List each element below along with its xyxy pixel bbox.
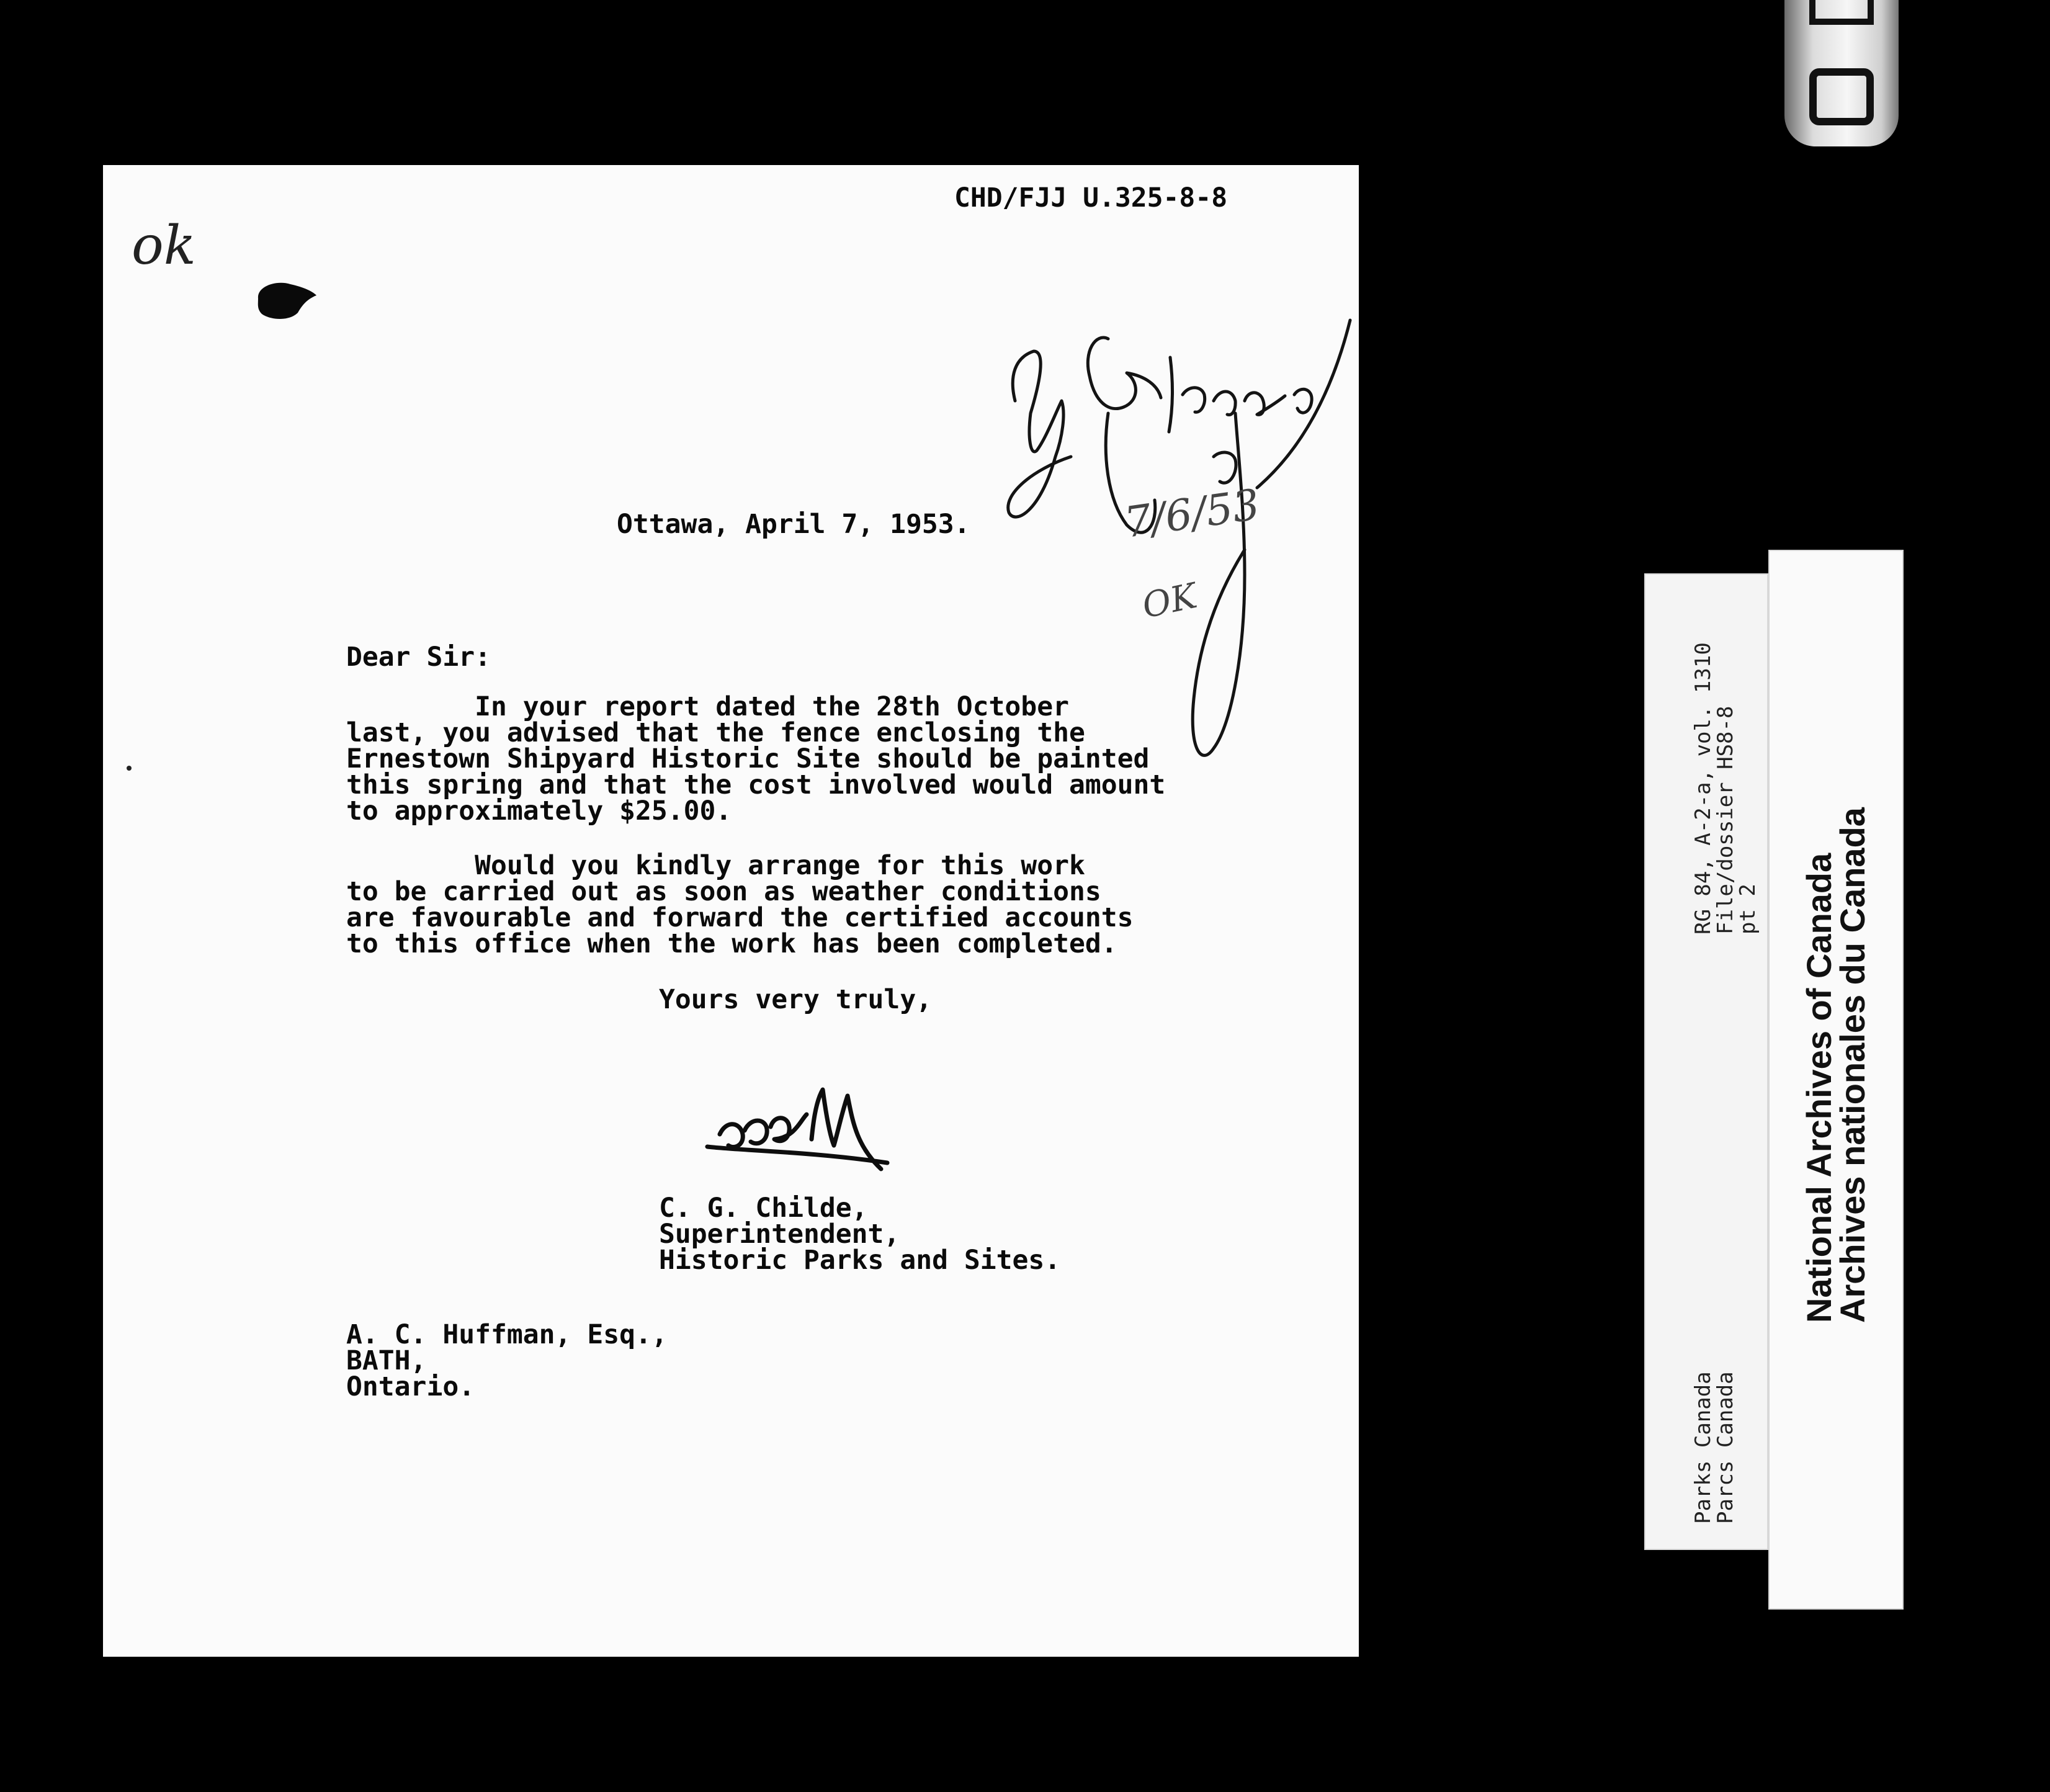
body-paragraph: In your report dated the 28th October last, you advised that the fence enclosing the Ernestown Shipyard Historic Site should be painted this spring and that the cost involved would amount to approximately $25.00. xyxy=(346,691,1166,827)
signatory-title: Superintendent, xyxy=(659,1219,900,1250)
department-name-en: Parks Canada xyxy=(1691,1371,1716,1524)
signatory-office: Historic Parks and Sites. xyxy=(659,1245,1061,1276)
archive-reference-strip xyxy=(1644,573,1768,1550)
signatory-block xyxy=(659,1193,1061,1276)
handwritten-date-note: 7/6/53 xyxy=(1121,480,1263,548)
handwritten-margin-note: ok xyxy=(132,215,196,277)
ink-blot-mark xyxy=(252,277,320,326)
file-dossier-reference: File/dossier HS8-8 xyxy=(1713,706,1738,934)
department-name-fr: Parcs Canada xyxy=(1713,1371,1738,1524)
archive-institution-strip xyxy=(1768,550,1904,1610)
letter-page xyxy=(103,165,1359,1657)
file-reference-code: CHD/FJJ U.325-8-8 xyxy=(954,182,1228,213)
body-paragraph: Would you kindly arrange for this work to be carried out as soon as weather conditions are favourable and forward the certified accounts to this office when the work has been completed. xyxy=(346,850,1134,959)
institution-name-fr: Archives nationales du Canada xyxy=(1833,807,1872,1323)
salutation: Dear Sir: xyxy=(346,642,491,673)
margin-dot xyxy=(127,766,132,771)
institution-name-en: National Archives of Canada xyxy=(1799,853,1838,1323)
addressee-name: A. C. Huffman, Esq., xyxy=(346,1319,668,1350)
part-reference: pt 2 xyxy=(1735,884,1760,934)
binder-clip xyxy=(1784,0,1899,146)
addressee-block xyxy=(346,1319,668,1402)
signatory-name: C. G. Childe, xyxy=(659,1193,868,1224)
handwritten-signature xyxy=(701,1077,912,1183)
letter-date: Ottawa, April 7, 1953. xyxy=(617,509,970,540)
addressee-province: Ontario. xyxy=(346,1371,475,1402)
handwritten-check-note: OK xyxy=(1139,575,1201,627)
record-group-reference: RG 84, A-2-a, vol. 1310 xyxy=(1691,642,1716,934)
addressee-place: BATH, xyxy=(346,1345,427,1376)
complimentary-close: Yours very truly, xyxy=(659,984,933,1015)
